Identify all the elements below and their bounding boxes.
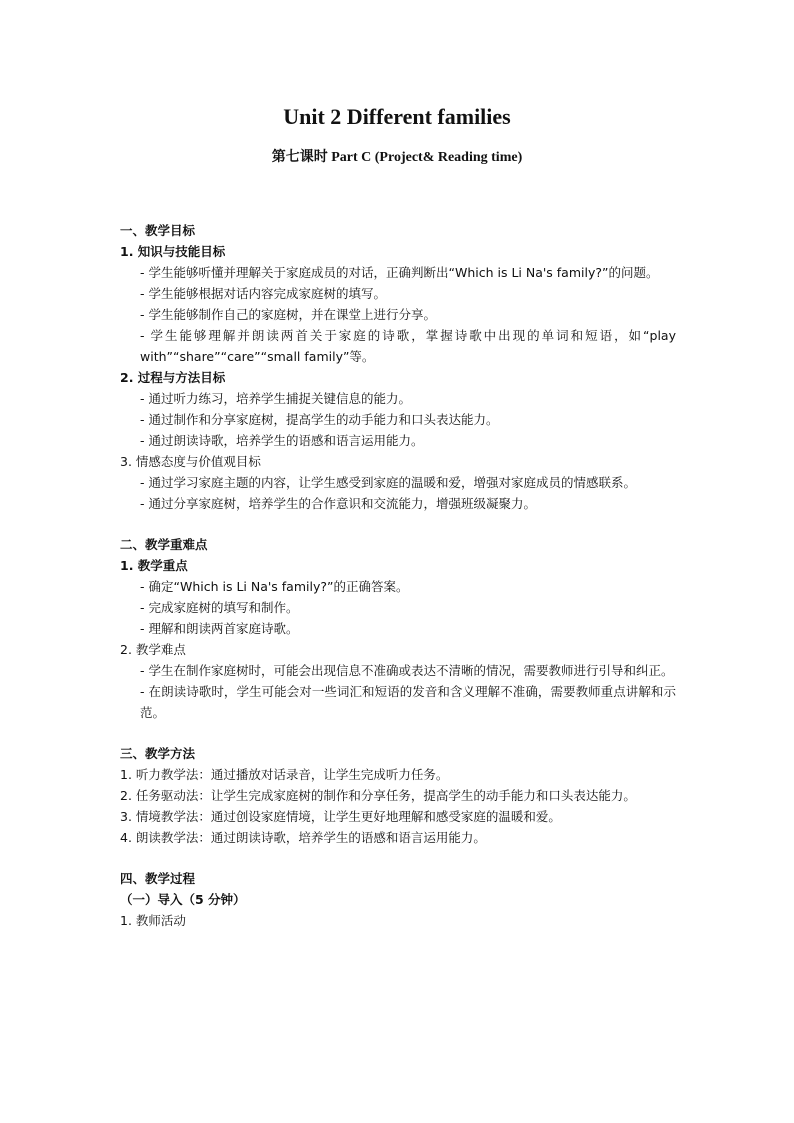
list-item: - 完成家庭树的填写和制作。 bbox=[140, 600, 299, 615]
list-item: - 在朗读诗歌时，学生可能会对一些词汇和短语的发音和含义理解不准确，需要教师重点讲解和示范。 bbox=[140, 684, 676, 720]
section-heading-process: 四、教学过程 bbox=[120, 871, 196, 886]
list-item: - 确定“Which is Li Na's family?”的正确答案。 bbox=[140, 579, 409, 594]
section-gap bbox=[120, 848, 676, 868]
subheading-knowledge-skills: 1. 知识与技能目标 bbox=[120, 244, 226, 259]
subheading-key-points: 1. 教学重点 bbox=[120, 558, 188, 573]
subheading-introduction: （一）导入（5 分钟） bbox=[120, 892, 246, 907]
document-subtitle: 第七课时 Part C (Project& Reading time) bbox=[271, 150, 523, 165]
list-item: 1. 听力教学法：通过播放对话录音，让学生完成听力任务。 bbox=[120, 767, 449, 782]
list-item: 1. 教师活动 bbox=[120, 913, 186, 928]
subheading-process-methods: 2. 过程与方法目标 bbox=[120, 370, 226, 385]
list-item: - 理解和朗读两首家庭诗歌。 bbox=[140, 621, 299, 636]
document-body bbox=[120, 220, 676, 931]
section-gap bbox=[120, 514, 676, 534]
list-item: - 通过学习家庭主题的内容，让学生感受到家庭的温暖和爱，增强对家庭成员的情感联系。 bbox=[140, 475, 636, 490]
section-heading-methods: 三、教学方法 bbox=[120, 746, 196, 761]
list-item: - 学生能够根据对话内容完成家庭树的填写。 bbox=[140, 286, 386, 301]
list-item: - 学生在制作家庭树时，可能会出现信息不准确或表达不清晰的情况，需要教师进行引导和纠正。 bbox=[140, 663, 674, 678]
subheading-attitudes-values: 3. 情感态度与价值观目标 bbox=[120, 454, 261, 469]
list-item: - 学生能够制作自己的家庭树，并在课堂上进行分享。 bbox=[140, 307, 436, 322]
list-item: 3. 情境教学法：通过创设家庭情境，让学生更好地理解和感受家庭的温暖和爱。 bbox=[120, 809, 561, 824]
document-title: Unit 2 Different families bbox=[283, 104, 511, 129]
list-item: - 通过分享家庭树，培养学生的合作意识和交流能力，增强班级凝聚力。 bbox=[140, 496, 536, 511]
list-item: - 通过朗读诗歌，培养学生的语感和语言运用能力。 bbox=[140, 433, 424, 448]
list-item: 2. 任务驱动法：让学生完成家庭树的制作和分享任务，提高学生的动手能力和口头表达能力。 bbox=[120, 788, 636, 803]
section-heading-objectives: 一、教学目标 bbox=[120, 223, 196, 238]
list-item: - 通过制作和分享家庭树，提高学生的动手能力和口头表达能力。 bbox=[140, 412, 499, 427]
section-gap bbox=[120, 723, 676, 743]
list-item: - 学生能够理解并朗读两首关于家庭的诗歌，掌握诗歌中出现的单词和短语，如“play with”“share”“care”“small family”等。 bbox=[140, 328, 676, 364]
subheading-difficulties: 2. 教学难点 bbox=[120, 642, 186, 657]
list-item: - 学生能够听懂并理解关于家庭成员的对话，正确判断出“Which is Li Na's family?”的问题。 bbox=[140, 265, 659, 280]
list-item: - 通过听力练习，培养学生捕捉关键信息的能力。 bbox=[140, 391, 411, 406]
list-item: 4. 朗读教学法：通过朗读诗歌，培养学生的语感和语言运用能力。 bbox=[120, 830, 486, 845]
section-heading-key-points: 二、教学重难点 bbox=[120, 537, 208, 552]
